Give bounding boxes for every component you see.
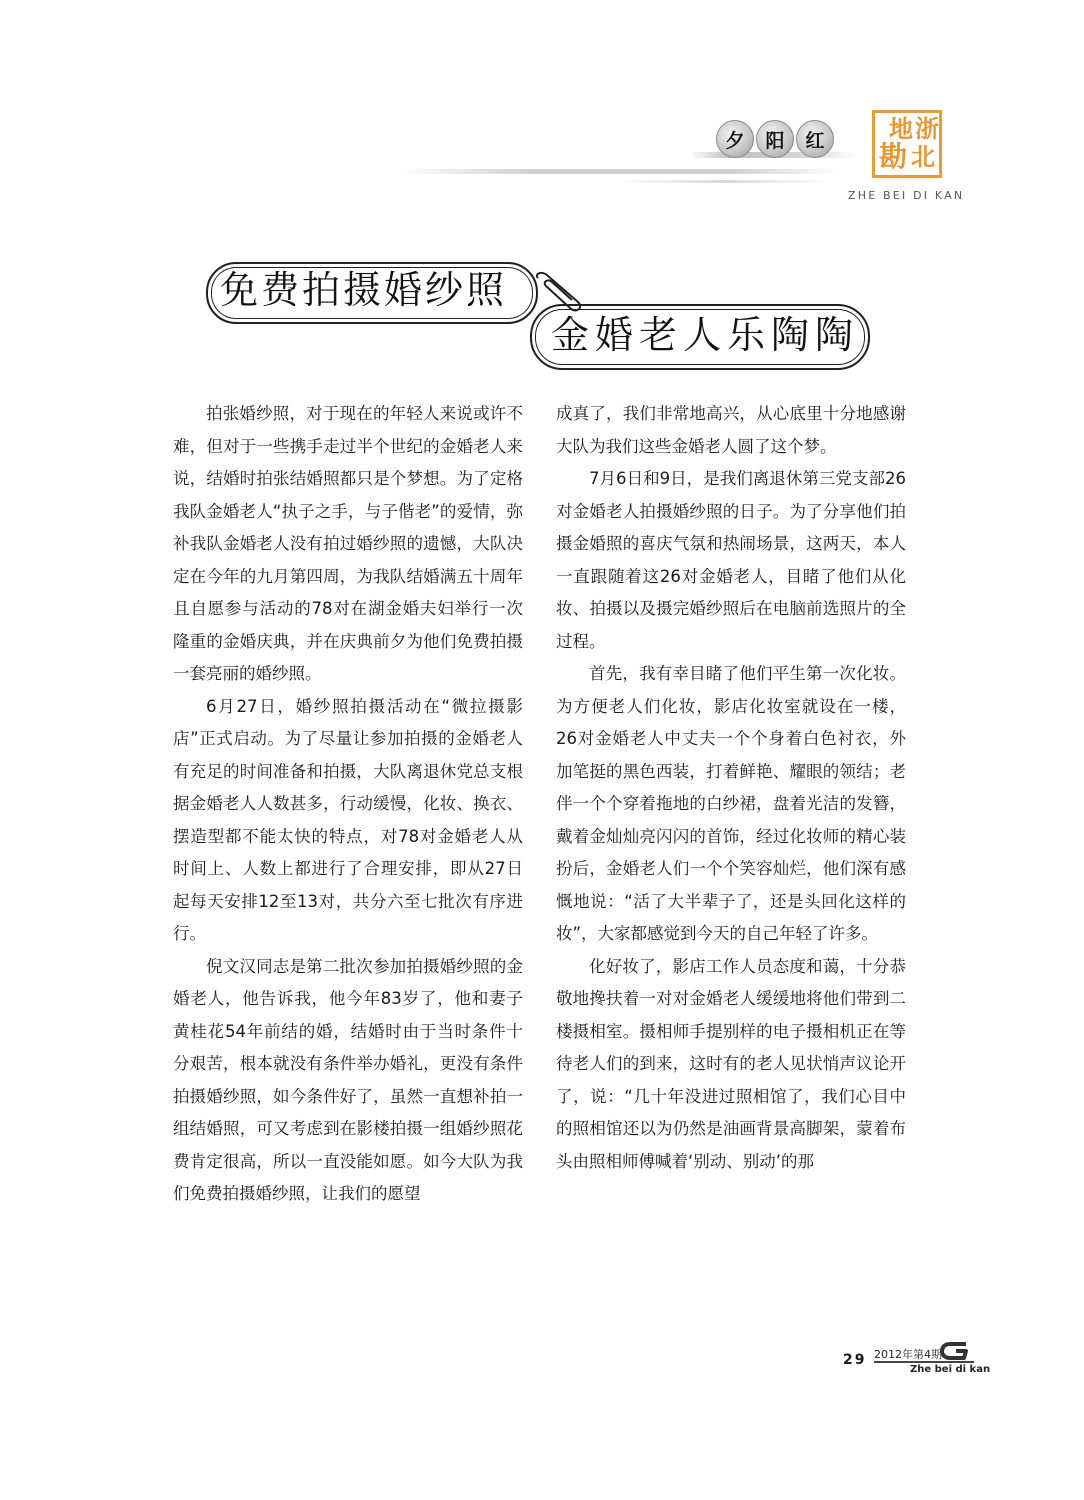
magazine-logo — [872, 110, 942, 178]
article-column-left — [173, 398, 523, 1211]
logo-char: 北 — [911, 143, 935, 171]
logo-subtitle: ZHE BEI DI KAN — [848, 189, 965, 202]
page-number: 29 — [843, 1352, 867, 1368]
paragraph: 首先，我有幸目睹了他们平生第一次化妆。为方便老人们化妆，影店化妆室就设在一楼，26对金婚老人中丈夫一个个身着白色衬衣，外加笔挺的黑色西装，打着鲜艳、耀眼的领结；老伴一个个穿着拖地的白纱裙，盘着光洁的发簪，戴着金灿灿亮闪闪的首饰，经过化妆师的精心装扮后，金婚老人们一个个笑容灿烂，他们深有感慨地说：“活了大半辈子了，还是头回化这样的妆”，大家都感觉到今天的自己年轻了许多。 — [556, 664, 906, 943]
header-decor-line — [400, 169, 840, 174]
paperclip-icon — [532, 268, 588, 314]
paragraph: 倪文汉同志是第二批次参加拍摄婚纱照的金婚老人，他告诉我，他今年83岁了，他和妻子黄桂花54年前结的婚，结婚时由于当时条件十分艰苦，根本就没有条件举办婚礼，更没有条件拍摄婚纱照，如今条件好了，虽然一直想补拍一组结婚照，可又考虑到在影楼拍摄一组婚纱照花费肯定很高，所以一直没能如愿。如今大队为我们免费拍摄婚纱照，让我们的愿望 — [173, 956, 523, 1203]
article-title-line2: 金婚老人乐陶陶 — [551, 313, 860, 357]
logo-char: 地 — [889, 115, 913, 143]
logo-char: 浙 — [915, 115, 939, 143]
section-char-badge: 阳 — [756, 120, 794, 158]
magazine-g-logo-icon — [938, 1340, 974, 1362]
issue-label: 2012年第4期 — [874, 1348, 942, 1361]
section-char-badge: 夕 — [716, 120, 754, 158]
paragraph: 化好妆了，影店工作人员态度和蔼，十分恭敬地搀扶着一对对金婚老人缓缓地将他们带到二楼摄相室。摄相师手提别样的电子摄相机正在等待老人们的到来，这时有的老人见状悄声议论开了，说：“几十年没进过照相馆了，我们心目中的照相馆还以为仍然是油画背景高脚架，蒙着布头由照相师傅喊着‘别动、别动’的那 — [556, 956, 906, 1171]
article-title-line1: 免费拍摄婚纱照 — [220, 268, 508, 312]
paragraph: 拍张婚纱照，对于现在的年轻人来说或许不难，但对于一些携手走过半个世纪的金婚老人来说，结婚时拍张结婚照都只是个梦想。为了定格我队金婚老人“执子之手，与子偕老”的爱情，弥补我队金婚老人没有拍过婚纱照的遗憾，大队决定在今年的九月第四周，为我队结婚满五十周年且自愿参与活动的78对在湖金婚夫妇举行一次隆重的金婚庆典，并在庆典前夕为他们免费拍摄一套亮丽的婚纱照。 — [173, 404, 523, 683]
header-decor-line — [620, 180, 830, 183]
section-char-badge: 红 — [796, 120, 834, 158]
article-column-right — [556, 398, 906, 1178]
paragraph: 成真了，我们非常地高兴，从心底里十分地感谢大队为我们这些金婚老人圆了这个梦。 — [556, 404, 906, 456]
magazine-name-en: Zhe bei di kan — [910, 1364, 991, 1375]
paragraph: 7月6日和9日，是我们离退休第三党支部26对金婚老人拍摄婚纱照的日子。为了分享他们拍摄金婚照的喜庆气氛和热闹场景，这两天，本人一直跟随着这26对金婚老人，目睹了他们从化妆、拍摄以及摄完婚纱照后在电脑前选照片的全过程。 — [556, 469, 906, 651]
paragraph: 6月27日，婚纱照拍摄活动在“微拉摄影店”正式启动。为了尽量让参加拍摄的金婚老人有充足的时间准备和拍摄，大队离退休党总支根据金婚老人人数甚多，行动缓慢，化妆、换衣、摆造型都不能太快的特点，对78对金婚老人从时间上、人数上都进行了合理安排，即从27日起每天安排12至13对，共分六至七批次有序进行。 — [173, 696, 523, 943]
logo-char: 勘 — [879, 140, 908, 173]
